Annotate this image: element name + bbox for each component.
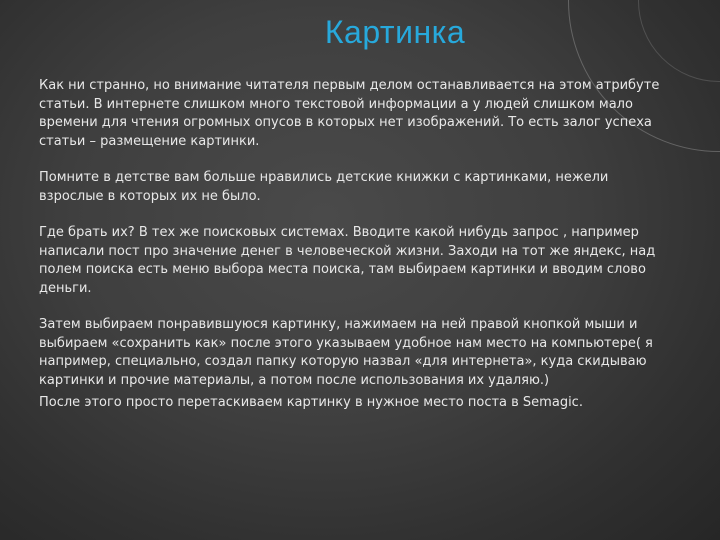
paragraph-1: Как ни странно, но внимание читателя первым делом останавливается на этом атрибуте статьи. В интернете слишком много текстовой информации а у людей слишком мало времени для чтения огромных опусов в которых нет изображений. То есть залог успеха статьи – размещение картинки. (39, 78, 660, 149)
paragraph-4: Затем выбираем понравившуюся картинку, нажимаем на ней правой кнопкой мыши и выбираем «сохранить как» после этого указываем удобное нам место на компьютере( я например, специально, создал папку которую назвал «для интернета», куда скидываю картинки и прочие материалы, а потом после использования их удаляю.) (39, 317, 653, 388)
slide-title: Картинка (324, 14, 466, 50)
paragraph-5: После этого просто перетаскиваем картинку в нужное место поста в Semagic. (39, 395, 583, 410)
slide-body (39, 77, 667, 413)
paragraph-2: Помните в детстве вам больше нравились детские книжки с картинками, нежели взрослые в которых их не было. (39, 170, 609, 204)
paragraph-3: Где брать их? В тех же поисковых системах. Вводите какой нибудь запрос , например написали пост про значение денег в человеческой жизни. Заходи на тот же яндекс, над полем поиска есть меню выбора места поиска, там выбираем картинки и вводим слово деньги. (39, 225, 656, 296)
